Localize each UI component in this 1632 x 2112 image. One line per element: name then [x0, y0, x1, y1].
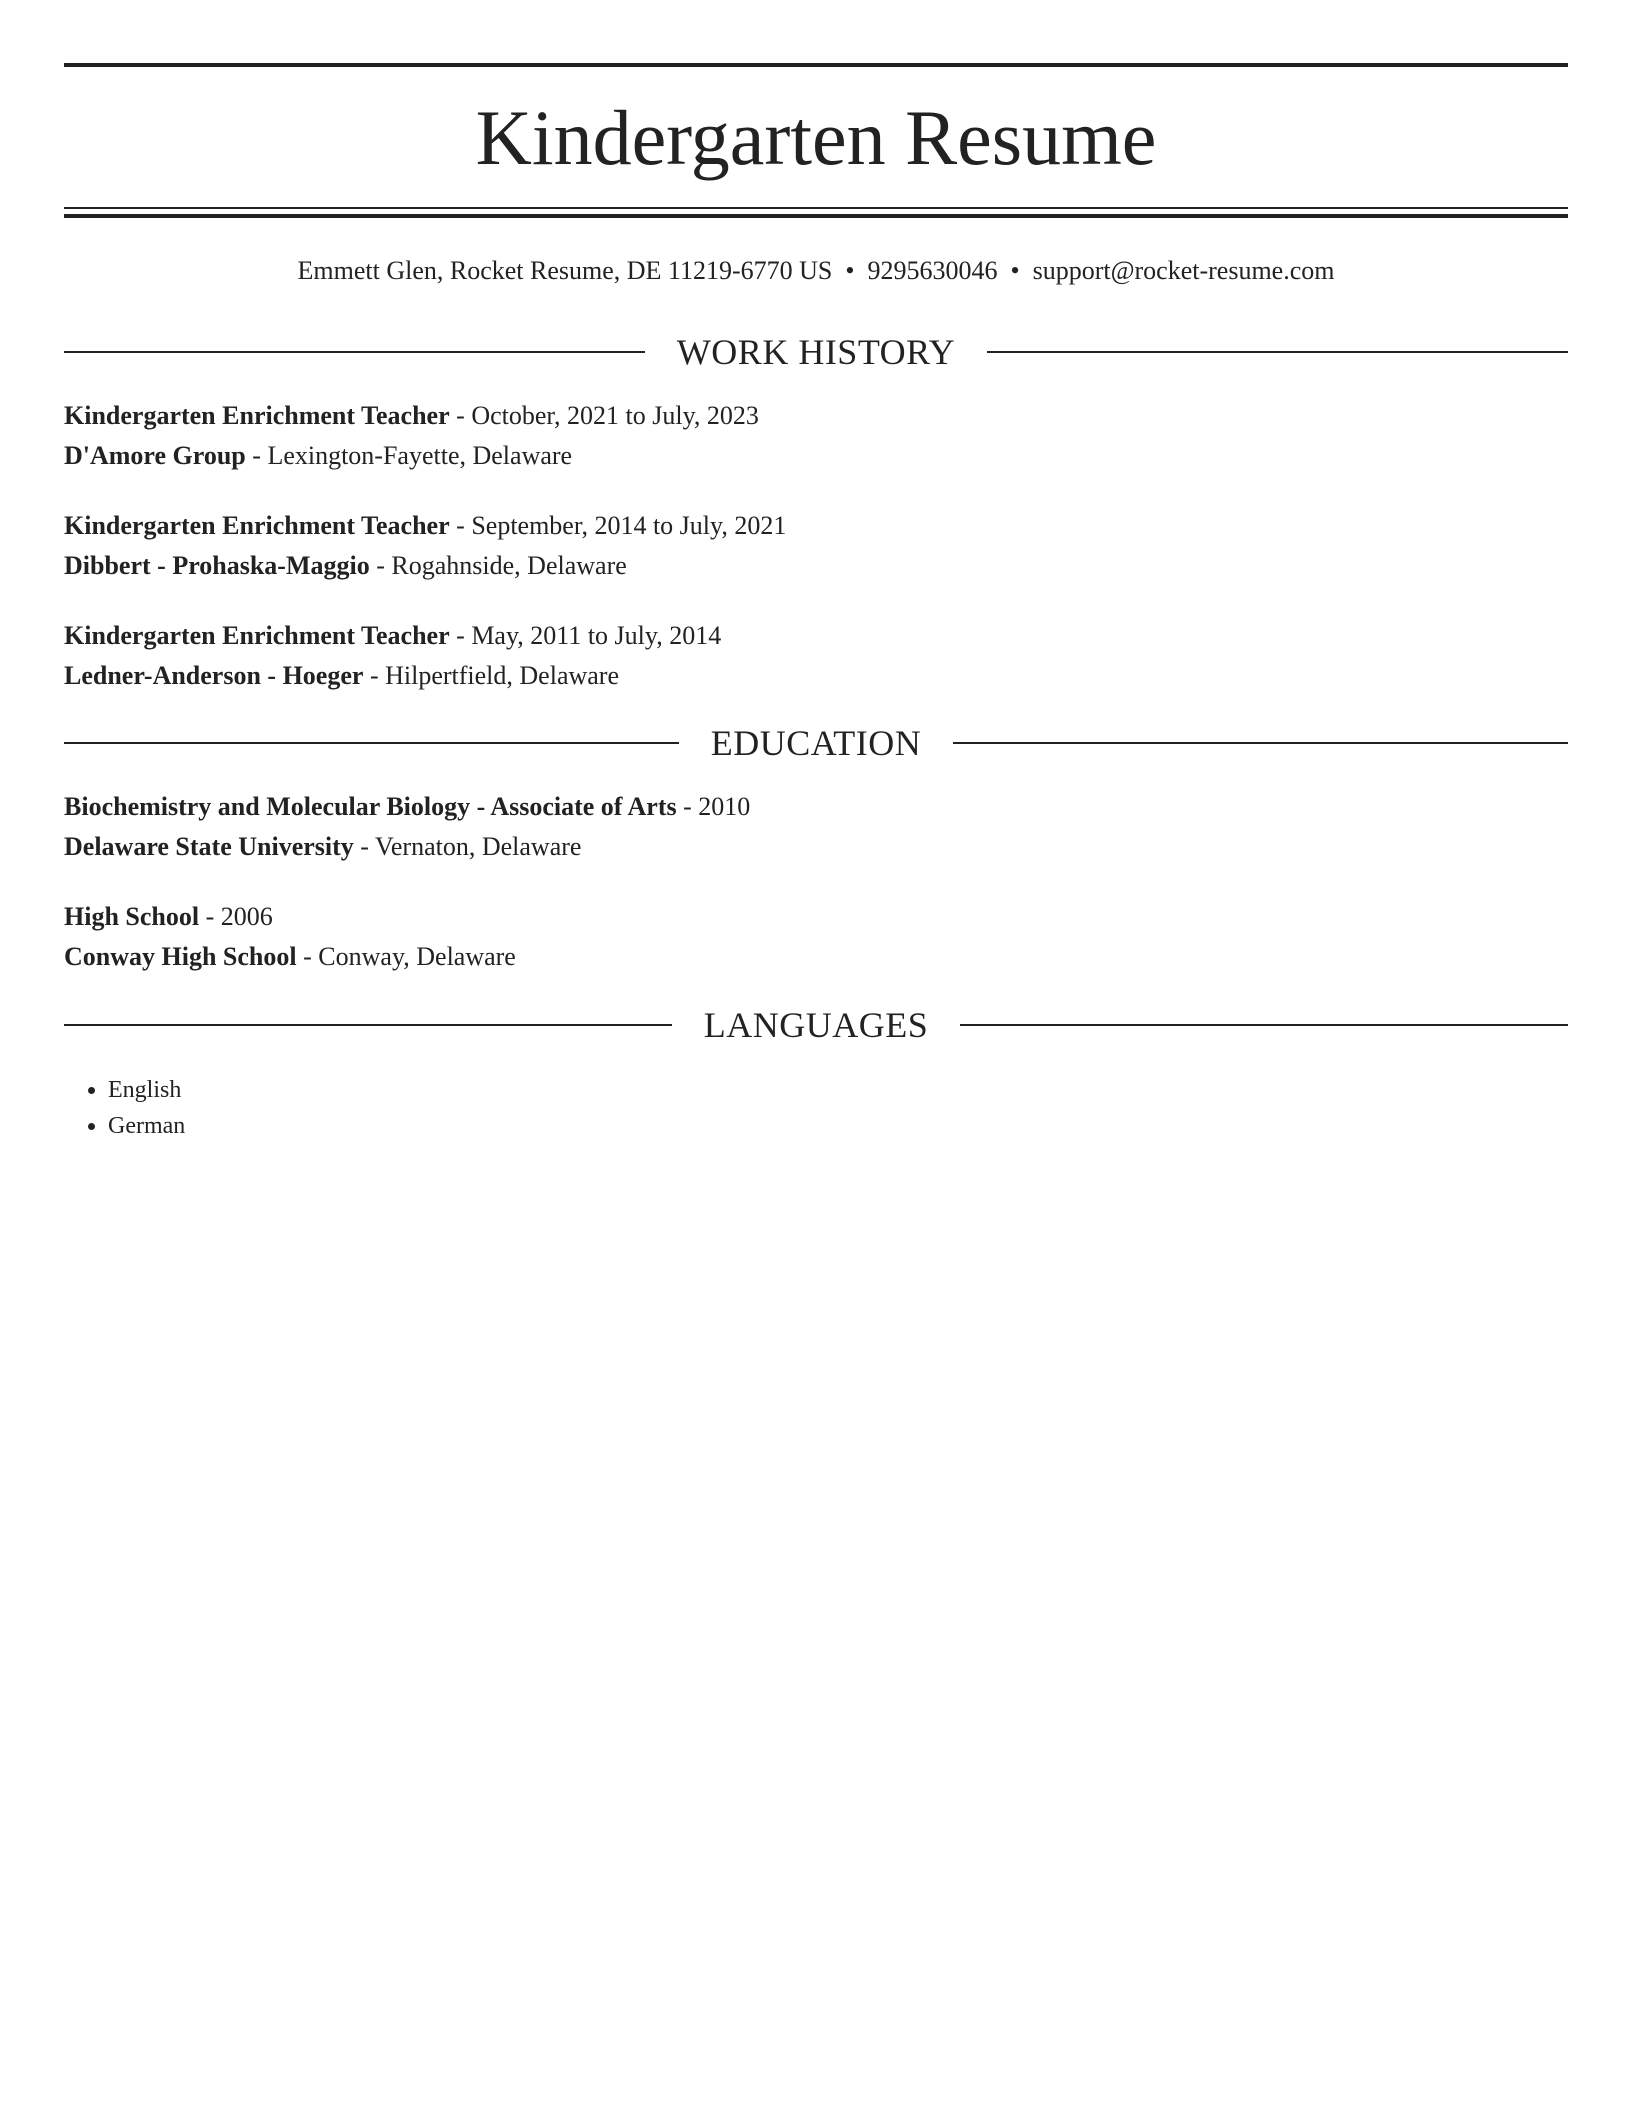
resume-title: Kindergarten Resume [475, 94, 1157, 181]
section-rule-left [64, 742, 679, 744]
job-role: Kindergarten Enrichment Teacher [64, 511, 450, 540]
work-entry-line-1: Kindergarten Enrichment Teacher - September, 2014 to July, 2021 [64, 511, 787, 540]
section-rule-right [987, 351, 1568, 353]
section-header-education [64, 721, 1568, 765]
section-rule-left [64, 351, 645, 353]
work-entry-line-2: Dibbert - Prohaska-Maggio - Rogahnside, Delaware [64, 551, 627, 580]
contact-separator: • [845, 256, 855, 285]
job-company: Dibbert - Prohaska-Maggio [64, 551, 370, 580]
job-company: Ledner-Anderson - Hoeger [64, 661, 364, 690]
education-entry-line-2: Delaware State University - Vernaton, Delaware [64, 832, 582, 861]
section-title: WORK HISTORY [676, 332, 956, 372]
job-company: D'Amore Group [64, 441, 246, 470]
section-rule-right [953, 742, 1568, 744]
work-entry-line-2: D'Amore Group - Lexington-Fayette, Delaware [64, 441, 573, 470]
graduation-year: 2010 [698, 792, 751, 821]
job-location: Rogahnside, Delaware [391, 551, 627, 580]
job-role: Kindergarten Enrichment Teacher [64, 621, 450, 650]
contact-email: support@rocket-resume.com [1032, 256, 1335, 285]
language-item: • English [108, 1072, 185, 1108]
work-entry-line-2: Ledner-Anderson - Hoeger - Hilpertfield, Delaware [64, 661, 619, 690]
section-header-languages [64, 1003, 1568, 1047]
work-entry [64, 396, 1568, 476]
section-rule-right [960, 1024, 1568, 1026]
section-title: LANGUAGES [703, 1005, 929, 1045]
work-entry [64, 616, 1568, 696]
job-dates: May, 2011 to July, 2014 [471, 621, 722, 650]
section-header-work-history [64, 330, 1568, 374]
job-dates: October, 2021 to July, 2023 [471, 401, 759, 430]
education-entry-line-1: High School - 2006 [64, 902, 273, 931]
contact-address: Emmett Glen, Rocket Resume, DE 11219-6770 US [297, 256, 833, 285]
job-location: Lexington-Fayette, Delaware [267, 441, 573, 470]
job-dates: September, 2014 to July, 2021 [471, 511, 787, 540]
header-top-rule [64, 63, 1568, 67]
school-name: Conway High School [64, 942, 297, 971]
education-entry [64, 897, 1568, 977]
header-bottom-rule-thick [64, 214, 1568, 218]
section-title: EDUCATION [710, 723, 922, 763]
education-entry-line-1: Biochemistry and Molecular Biology - Associate of Arts - 2010 [64, 792, 751, 821]
school-location: Conway, Delaware [318, 942, 516, 971]
education-entry [64, 787, 1568, 867]
contact-separator: • [1010, 256, 1020, 285]
education-entry-line-2: Conway High School - Conway, Delaware [64, 942, 516, 971]
job-role: Kindergarten Enrichment Teacher [64, 401, 450, 430]
section-rule-left [64, 1024, 672, 1026]
graduation-year: 2006 [220, 902, 273, 931]
contact-line [64, 253, 1568, 289]
language-item: • German [108, 1108, 185, 1144]
header-bottom-rule-thin [64, 207, 1568, 209]
job-location: Hilpertfield, Delaware [385, 661, 619, 690]
school-name: Delaware State University [64, 832, 354, 861]
languages-list [64, 1072, 185, 1144]
school-location: Vernaton, Delaware [375, 832, 582, 861]
work-entry-line-1: Kindergarten Enrichment Teacher - October, 2021 to July, 2023 [64, 401, 759, 430]
work-entry [64, 506, 1568, 586]
work-entry-line-1: Kindergarten Enrichment Teacher - May, 2011 to July, 2014 [64, 621, 722, 650]
contact-phone: 9295630046 [867, 256, 998, 285]
degree: Biochemistry and Molecular Biology - Associate of Arts [64, 792, 677, 821]
degree: High School [64, 902, 200, 931]
